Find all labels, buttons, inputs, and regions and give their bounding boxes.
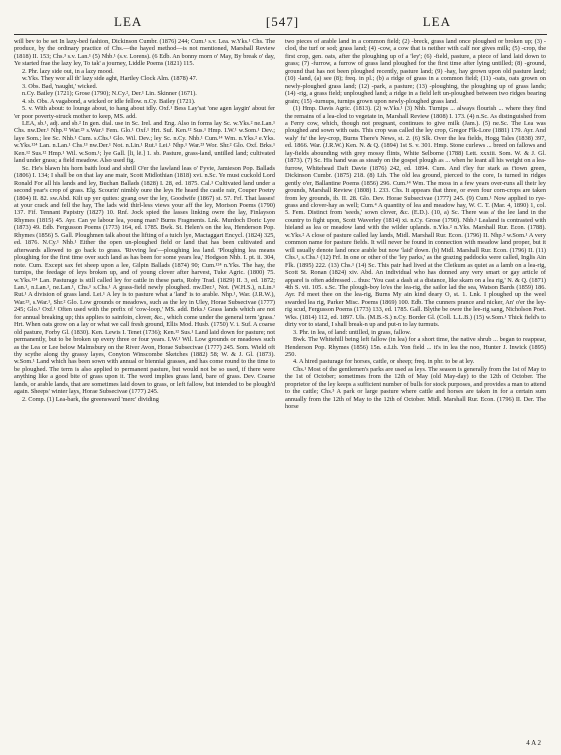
paragraph: n.Cy. Bailey (1721); Grose (1790); N.Cy.², Der.¹ Lin. Skinner (1671). — [22, 90, 197, 98]
paragraph: 5. v. With about: to lounge about, to hang about idly. Oxf.¹ Bess Lay'sat 'one agen laygin' about fer 'er poor poverty-struck mother to keep, MS. add. — [14, 105, 275, 120]
text-columns — [14, 38, 547, 724]
signature-mark: 4 A 2 — [526, 739, 541, 747]
paragraph: Sc. He's blawn his horn baith loud and shrill O'er the lawland leas o' Fyvie, Jamieson Pop. Ballads (1806) I. 134; I shall be on that lay ane mair, Scott Midlothian (1818) xvi. n.Sc. Ye must cuckold Lord Ronald For all his lands and ley, Buchan Ballads (1828) I. 28, ed. 1875. Cal.¹ Cultivated land under a second year's crop of grass. Elg. Scourin' nimbly oure the leys He heard the castle rair, Couper Poetry (1804) II. 82. sw.Abd. Kilt up yer quites: gyang owr the ley, Goodwife (1867) st. 57. Frf. That lasses! at your crack and fell the hay, The lads wid thirl-less views your aff the ley, Morison Poems (1790) 137. Fif. Tennant Papistry (1827) 10. Rnf. Jock spied the lasses linking owre the lay, Finlayson Rhymes (1815) 45. Ayr. Can ye labour lea, young man? Burns Fragments. Lnk. Murdoch Doric Lyre (1873) 49. Edb. Fergusson Poems (1773) 164, ed. 1785. Bwk. St. Helen's on the lea, Henderson Pop. Rhymes (1856) 5. Gall. Ploughmen talk about the lifting of a tuich lye, Mactaggart Encycl. (1824) 325, ed. 1876. N.Cy.¹ Nhb.¹ Either the open un-ploughed field or land that has been cultivated and afterwards allowed to go back to grass. 'Rivving lea'—ploughing lea land. 'Ploughing lea means ploughing for the first time over such land as has been for some years lea,' Hodgson Nhb. I. pt. ii. 304, note. Cum. Except sax fet sheep upon a lee, Gilpin Ballads (1874) 90; Cum.¹²⁴ n.Yks. The hay, the turnips, the feedage of leys broken up, and of young clover after harvest, Tuke Agric. (1800) 75. w.Yks.¹²⁴ Lan. Pasturage is still called ley for cattle in these parts, Roby Trad. (1829) II. 3, ed. 1872; Lan.¹, n.Lan.¹, ne.Lan.¹, Chs.¹ s.Chs.¹ A grass-field newly ploughed. nw.Der.¹, Not. (W.H.S.), n.Lin.¹ Rut.¹ A division of grass land. Lei.¹ A ley is to pasture what a 'land' is to arable. Nhp.¹, War. (J.R.W.), War.²³, s.War.¹, Shr.² Glo. Low grounds or meadows, such as the ley in Uley, Horae Subsecivae (1777) 245; Glo.¹ Oxf.¹ Often used with the prefix of 'cow-loop,' MS. add. Brks.¹ Grass lands which are not for annual breaking up; this applies to sainfoin, clover, &c., which come under the general term 'grass.' Hrt. When oats grow on a lay or what we call fresh ground, Ellis Mod. Husb. (1750) V. i. Suf. A coarse old pasture, Forby Gl. (1830). Ken. Lewis I. Tenet (1736); Ken.¹² Sus.¹ Land laid down for pasture; not permanently, but to be broken up every three or four years. I.W.¹ Wil. Low grounds or meadows such as the Lea or Lee below Malmsbury on the River Avon, Horae Subsecivae (1777) 245. Som. Wield oft thy scythe along thy grassy layes, Conyton Winscombe Sketches (1882) 58; W. & J. Gl. (1873). w.Som.¹ Land which has been sown with annual or biennial grasses, and has come round to the time to be ploughed. The term is also applied to permanent pasture, but would not be so used, if there were anything like a good bite of grass upon it. The word implies grass land, bare of grass. Dev. Coarse lands, or arable lands, that are sometimes laid down to grass, or left fallow, but intended to be plough'd again. Sheeps' winter lays, Horae Subsecivae (1777) 245. — [14, 164, 275, 396]
left-column — [14, 38, 275, 724]
page-header — [14, 14, 547, 30]
paragraph: 2. Phr. lazy side out, in a lazy mood. — [22, 67, 114, 75]
header-right-word: LEA — [422, 14, 451, 29]
page-number: [547] — [265, 14, 300, 29]
paragraph: 3. Phr. in lea, of land: untilled, in grass, fallow. — [293, 328, 411, 336]
paragraph: 2. Comp. (1) Lea-bark, the greensward 'merc' dividing — [22, 395, 159, 403]
paragraph: (1) Hmp. Davis Agric. (1813). (2) w.Yks.¹ (3) Nhb. Turnips ... always flourish ... where they find the remains of a lea-clod to vegetate in, Marshall Review (1808) I. 173. (4) n.Sc. As distinguished from a Ferry cow, which, though not pregnant, continues to give milk (Jam.). (5) ne.Sc. The Lea was ploughed and sown with oats. This crop was called the ley crop, Gregor Flk-Lore (1881) 179. Ayr. And waly' fu' the ley-crop, Burns There's News, st. 2. (6) Slk. Over the lea fields, Hogg Tales (1838) 397, ed. 1866. War. (J.R.W.) Ken. N. & Q. (1894) 1st S. v. 301. Hmp. Stone curlews ... breed on fallows and lay-fields abounding with grey mossy flints, White Selborne (1788) Lett. xxxiii. Som. W. & J. Gl. (1873). (7) Sc. His hand was as steady on the gospel plough as ... when he leant all his weight on a lea-furrow, Whitehead Daft Davie (1876) 242, ed. 1894. Cum. And t'ley fur stark as t'town green, Dickinson Cumbr. (1875) 218. (8) Lth. The old lea ground, pierced to the core, Is turned in ridges gently o'er, Ballantine Poems (1856) 296. Cum.¹⁴ Wm. The moss in a few years over-runs all their ley grounds, Marshall Review (1808) I. 233. Chs. It appears that three, or even four corn-crops are taken from ley grounds, ib. II. 28. Glo. Dev. Horae Subsecivae (1777) 245. (9) Cum.¹ Now applied to rye-grass and clover-hay as well; Cum.⁴ A quantity of lea and meadow hay, W. C. T. (Mar. 4, 1890) 1, col. 5. Fem. Distinct from 'seeds,' sown clover, &c. (E.D.). (10, a) Sc. There was a' the lee land in the country to fight upon, Scott Waverley (1814) xi. n.Cy. Grose (1790). Nhb.¹ Lealand is contrasted with hieland as lea or meadow land with the wilder uplands. n.Yks.² n.Yks. Marshall Rur. Econ. (1788). w.Yks.² A close of pasture called lay lands, Midl. Marshall Rur. Econ. (1796) II. Nhp.² w.Som.¹ A very common name for pasture fields. It will never be found in connection with meadow land proper, but it will usually denote land once arable but now 'laid' down. (b) Midl. Marshall Rur. Econ. (1796) II. (11) Chs.¹, s.Chs.¹ (12) Frf. In one or other of the 'ley parks,' as the grazing paddocks were called, Inglis Ain Flk. (1895) 222. (13) Chs.¹ (14) Sc. This pair had lived at the Cleikum as quiet as a lamb on a lea-rig, Scott St. Ronan (1824) xiv. Abd. An individual who has donned any very smart or gay article of apparel is often addressed ... thus: 'You cast a dash at a distance, like skarn on a lea rig,' N. & Q. (1871) 4th S. vii. 105. s.Sc. The plough-boy lo'es the lea-rig, the sailor lad the sea, Watson Bards (1859) 186. Ayr. I'd meet thee on the lea-rig, Burns My ain kind deary O, st. 1. Lnk. I ploughed up the weel swarded lea rig, Parker Misc. Poems (1869) 100. Edb. The cunners prance and nicker, An' o'er the ley-rig scud, Fergusson Poems (1773) 133, ed. 1785. Gall. Blythe be owre the lee-rig sang, Nicholson Poet. Wks. (1814) 112, ed. 1897. Uls. (M.B.-S.) n.Cy. Border Gl. (Coll. L.L.B.) (15) w.Som.¹ Thick field's to dirty vor to stand, I shall break-n up and put-n to lay turmuts. — [285, 105, 546, 329]
paragraph: two pieces of arable land in a common field; (2) -breck, grass land once ploughed or broken up; (3) -clod, the turf or sod; grass land; (4) -cow, a cow that is neither with calf nor gives milk; (5) -crop, the first crop, gen. oats, after the ploughing up of a 'ley'; (6) -field, pasture, a piece of land laid down to grass; (7) -furrow, a furrow of grass land ploughed for the first time after lying untilled; (8) -ground, ground that has not been ploughed recently, pasture land; (9) -hay, hay grown upon old pasture land; (10) -land, (a) see (8); freq. in pl.; (b) a ridge of grass in a common field; (11) -oats, oats grown on newly-ploughed grass land; (12) -park, a pasture; (13) -ploughing, the ploughing up of grass lands; (14) -rig, a grass field; unploughed land; a ridge in a field left un-ploughed between two ridges bearing grain; (15) -turnups, turnips grown upon newly-ploughed grass land. — [285, 38, 546, 105]
paragraph: 4. sb. Obs. A vagabond, a wicked or idle fellow. n.Cy. Bailey (1721). — [22, 97, 196, 105]
right-column — [285, 38, 546, 724]
paragraph: LEA, sb.¹, adj. and sb.² In gen. dial. use in Sc. Irel. and Eng. Also in forms lay Sc. w.Yks.² ne.Lan.¹ Chs. nw.Der.¹ Nhp.¹² War.²³ s.War.¹ Fem. Glo.¹ Oxf.¹ Hrt. Suf. Ken.¹² Sus.¹ Hmp. I.W.¹ w.Som.¹ Dev.; laye Som.; lee Sc. Nhb.¹ Cum. s.Chs.¹ Glo. Wil. Dev.; ley Sc. n.Cy. Nhb.¹ Cum.¹⁴ Wm. n.Yks.² e.Yks. w.Yks.¹²⁴ Lan. n.Lan.¹ Chs.¹³ nw.Der.¹ Not. n.Lin.¹ Rut.¹ Lei.¹ Nhp.¹ War.²³ Wor. Shr.² Glo. Oxf. Brks.¹ Ken.¹² Sus.¹² Hmp.¹ Wil. w.Som.¹; lye Gall. [li, lē.] 1. sb. Pasture, grass-land, untilled land; cultivated land under grass; a field meadow. Also used fig. — [14, 119, 275, 165]
header-left-word: LEA — [114, 14, 143, 29]
paragraph: 3. Obs. Bad, 'naught,' wicked. — [22, 82, 98, 90]
header-rule — [14, 34, 547, 35]
paragraph: Bwk. The Whitehill being left fallow (in lea) for a short time, the native shrub ... began to reappear, Henderson Pop. Rhymes (1856) 15n. e.Lth. Yon field ... it's in lea the noo, Hunter J. Inwick (1895) 250. — [285, 336, 546, 359]
paragraph: Chs.¹ Most of the gentlemen's parks are used as leys. The season is generally from the 1st of May to the 1st of October; sometimes from the 12th of May (old May-day) to the 12th of October. The proprietor of the ley keeps a sufficient number of bulls for stock purposes, and provides a man to attend to the cattle; Chs.³ A park or large pasture where cattle and horses are taken in for a certain sum annually from the 12th of May to the 12th of October. Midl. Marshall Rur. Econ. (1796) II. Der. The horse — [285, 365, 546, 411]
paragraph: 4. A hired pasturage for horses, cattle, or sheep; freq. in phr. to be at ley. — [293, 358, 475, 366]
paragraph: will bev to be set In lazy-bed fashion, Dickinson Cumbr. (1876) 244; Cum.¹ s.v. Lea. w.Yks.¹ Chs. The produce, by the ordinary practice of Chs.—the hayed method—is not mentioned, Marshall Review (1818) II. 153; Chs.³ s.v. Lan.¹ (5) Nhb.¹ (s.v. Lorens). (6 Edb. An bonny morn o' May, By break o' day, Ye started frae the lazy ley, To tak' a journey, Liddle Poems (1821) 115. — [14, 38, 275, 68]
paragraph: w.Yks. They wor all th' lazy side aght, Hartley Clock Alm. (1878) 47. — [22, 75, 198, 83]
